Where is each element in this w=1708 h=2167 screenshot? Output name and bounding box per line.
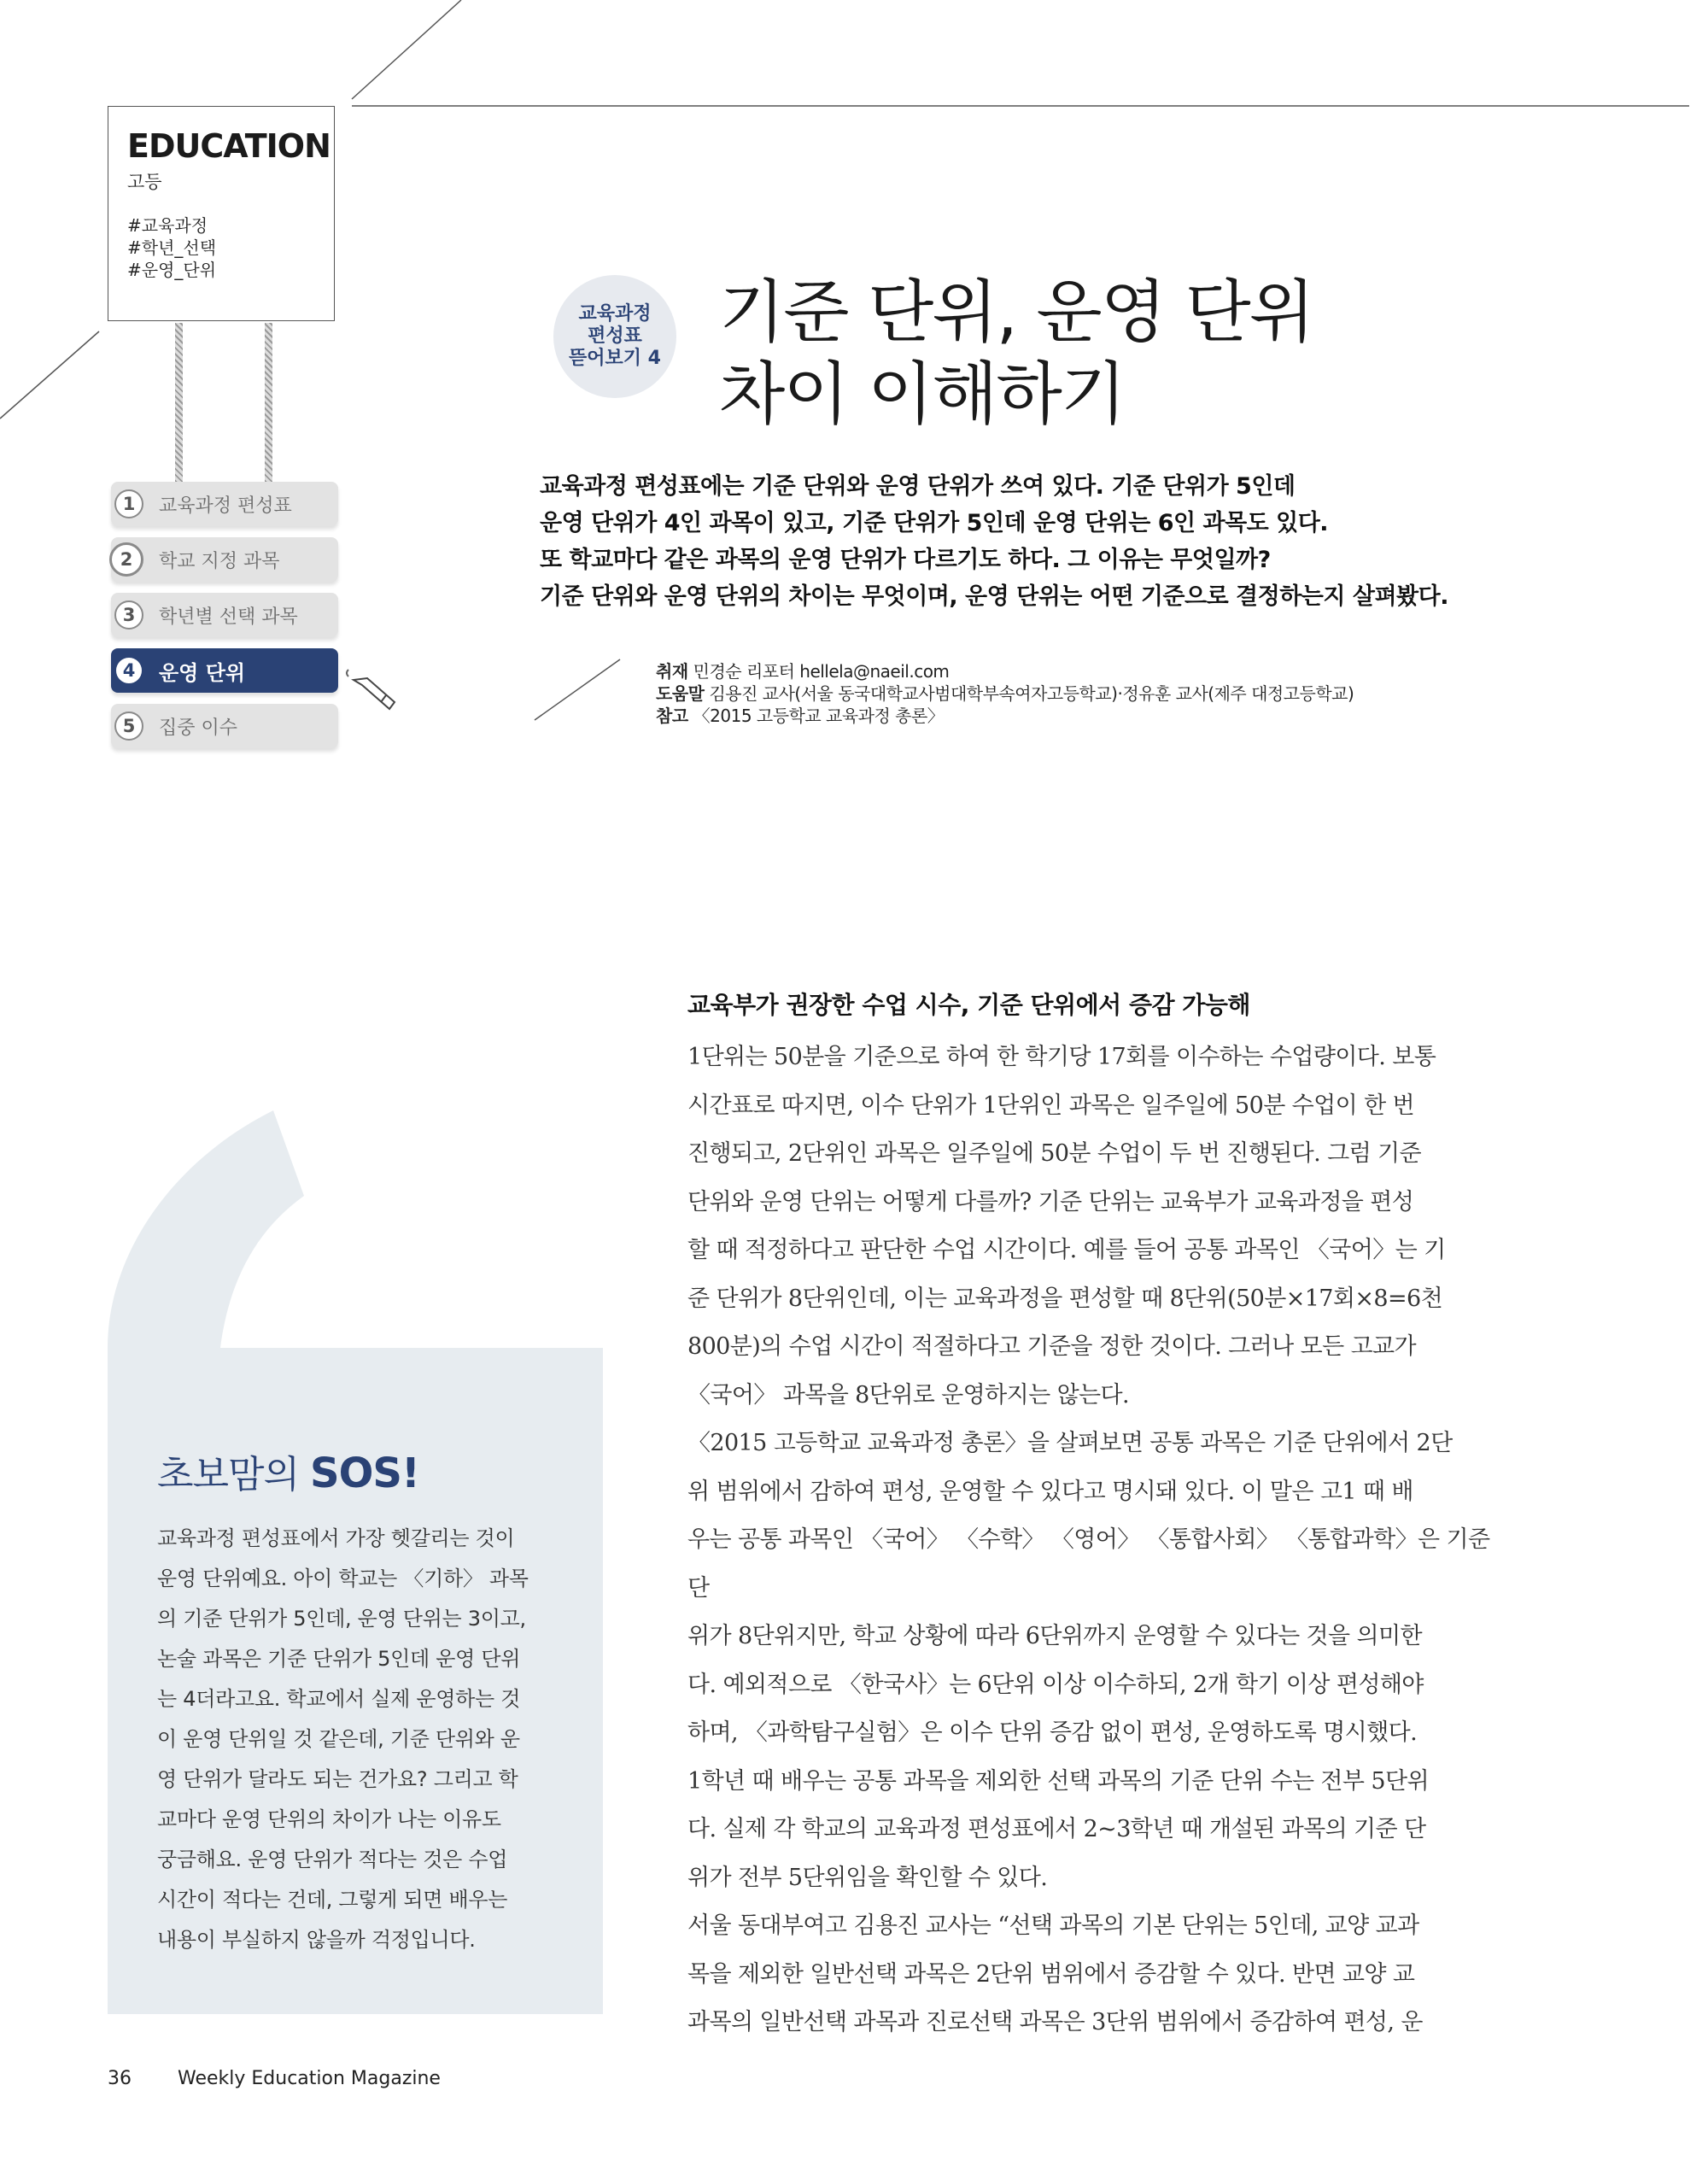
body-line: 800분)의 수업 시간이 적절하다고 기준을 정한 것이다. 그러나 모든 고교가 xyxy=(687,1333,1416,1360)
body-line: 〈국어〉 과목을 8단위로 운영하지는 않는다. xyxy=(687,1381,1130,1409)
menu-item-5[interactable] xyxy=(111,704,338,748)
article-subheading: 교육부가 권장한 수업 시수, 기준 단위에서 증감 가능해 xyxy=(687,991,1250,1019)
menu-item-4-active[interactable] xyxy=(111,648,338,693)
menu-number: 1 xyxy=(114,489,143,518)
series-badge xyxy=(553,275,676,398)
hashtag-list xyxy=(127,214,334,281)
section-label-box xyxy=(108,106,335,321)
body-line: 위가 8단위지만, 학교 상황에 따라 6단위까지 운영할 수 있다는 것을 의미한 xyxy=(687,1623,1422,1649)
body-line: 다. 예외적으로 〈한국사〉는 6단위 이상 이수하되, 2개 학기 이상 편성해야 xyxy=(687,1671,1424,1698)
sos-line: 이 운영 단위일 것 같은데, 기준 단위와 운 xyxy=(157,1727,520,1751)
credits xyxy=(656,660,1354,727)
rope-right xyxy=(265,323,272,482)
menu-label: 집중 이수 xyxy=(159,717,238,739)
body-line: 준 단위가 8단위인데, 이는 교육과정을 편성할 때 8단위(50분×17회×8=6천 xyxy=(687,1285,1443,1312)
article-body xyxy=(687,1034,1516,2047)
sos-line: 시간이 적다는 건데, 그렇게 되면 배우는 xyxy=(157,1888,508,1912)
hashtag: #학년_선택 xyxy=(127,237,217,258)
lead-line: 또 학교마다 같은 과목의 운영 단위가 다르기도 하다. 그 이유는 무엇일까? xyxy=(540,547,1271,573)
page-number: 36 xyxy=(108,2068,132,2089)
menu-item-1[interactable] xyxy=(111,482,338,526)
sos-line: 논술 과목은 기준 단위가 5인데 운영 단위 xyxy=(157,1647,521,1671)
hashtag: #교육과정 xyxy=(127,215,208,236)
body-line: 목을 제외한 일반선택 과목은 2단위 범위에서 증감할 수 있다. 반면 교양 교 xyxy=(687,1960,1415,1988)
title-line-1: 기준 단위, 운영 단위 xyxy=(719,272,1313,352)
menu-label: 교육과정 편성표 xyxy=(159,495,292,517)
lead-line: 기준 단위와 운영 단위의 차이는 무엇이며, 운영 단위는 어떤 기준으로 결정하는지 살펴봤다. xyxy=(540,583,1448,610)
credit-label: 취재 xyxy=(656,661,688,682)
body-line: 할 때 적정하다고 판단한 수업 시간이다. 예를 들어 공통 과목인 〈국어〉는 기 xyxy=(687,1237,1446,1263)
badge-line: 교육과정 xyxy=(578,303,652,325)
body-line: 위 범위에서 감하여 편성, 운영할 수 있다고 명시돼 있다. 이 말은 고1 때 배 xyxy=(687,1478,1413,1505)
menu-number: 3 xyxy=(114,600,143,630)
sos-line: 는 4더라고요. 학교에서 실제 운영하는 것 xyxy=(157,1687,521,1711)
credit-label: 도움말 xyxy=(656,683,705,704)
menu-label: 운영 단위 xyxy=(159,660,246,685)
body-line: 다. 실제 각 학교의 교육과정 편성표에서 2~3학년 때 개설된 과목의 기준 단 xyxy=(687,1816,1426,1842)
body-line: 진행되고, 2단위인 과목은 일주일에 50분 수업이 두 번 진행된다. 그럼 기준 xyxy=(687,1140,1422,1167)
title-line-2: 차이 이해하기 xyxy=(719,354,1126,434)
pointer-cursor-icon xyxy=(342,666,401,717)
sos-line: 영 단위가 달라도 되는 건가요? 그리고 학 xyxy=(157,1767,518,1791)
section-subtitle: 고등 xyxy=(127,172,162,192)
sos-line: 궁금해요. 운영 단위가 적다는 것은 수업 xyxy=(157,1848,508,1871)
lead-paragraph xyxy=(540,468,1513,615)
menu-label: 학교 지정 과목 xyxy=(159,550,280,572)
section-title: EDUCATION xyxy=(127,127,330,165)
quote-mark-icon xyxy=(108,1110,304,1348)
body-line: 우는 공통 과목인 〈국어〉 〈수학〉 〈영어〉 〈통합사회〉 〈통합과학〉은 기준 단 xyxy=(687,1526,1490,1602)
menu-item-2[interactable] xyxy=(111,537,338,582)
sos-line: 운영 단위예요. 아이 학교는 〈기하〉 과목 xyxy=(157,1567,529,1590)
credit-label: 참고 xyxy=(656,706,688,726)
body-line: 단위와 운영 단위는 어떻게 다를까? 기준 단위는 교육부가 교육과정을 편성 xyxy=(687,1188,1414,1215)
sos-title xyxy=(157,1444,419,1498)
body-line: 시간표로 따지면, 이수 단위가 1단위인 과목은 일주일에 50분 수업이 한 번 xyxy=(687,1092,1415,1119)
body-line: 위가 전부 5단위임을 확인할 수 있다. xyxy=(687,1864,1048,1891)
sos-line: 내용이 부실하지 않을까 걱정입니다. xyxy=(157,1928,476,1952)
credit-reference: 〈2015 고등학교 교육과정 총론〉 xyxy=(693,706,945,726)
body-line: 〈2015 고등학교 교육과정 총론〉을 살펴보면 공통 과목은 기준 단위에서 2단 xyxy=(687,1430,1453,1456)
body-line: 1단위는 50분을 기준으로 하여 한 학기당 17회를 이수하는 수업량이다. 보통 xyxy=(687,1044,1436,1070)
credit-help: 김용진 교사(서울 동국대학교사범대학부속여자고등학교)·정유훈 교사(제주 대정고등학교) xyxy=(709,683,1354,704)
body-line: 서울 동대부여고 김용진 교사는 “선택 과목의 기본 단위는 5인데, 교양 교과 xyxy=(687,1912,1419,1939)
rope-left xyxy=(175,323,183,482)
menu-item-3[interactable] xyxy=(111,593,338,637)
body-line: 과목의 일반선택 과목과 진로선택 과목은 3단위 범위에서 증감하여 편성, 운 xyxy=(687,2009,1423,2035)
badge-line: 편성표 xyxy=(588,325,642,347)
lead-line: 운영 단위가 4인 과목이 있고, 기준 단위가 5인데 운영 단위는 6인 과목도 있다. xyxy=(540,510,1329,536)
hashtag: #운영_단위 xyxy=(127,260,217,280)
sos-title-strong: SOS! xyxy=(310,1450,419,1497)
menu-number: 5 xyxy=(114,712,143,741)
sos-body xyxy=(157,1519,567,1960)
menu-number: 2 xyxy=(109,542,143,577)
article-title xyxy=(719,272,1313,436)
magazine-name: Weekly Education Magazine xyxy=(178,2068,441,2089)
sos-line: 교육과정 편성표에서 가장 헷갈리는 것이 xyxy=(157,1526,515,1550)
body-line: 하며, 〈과학탐구실험〉은 이수 단위 증감 없이 편성, 운영하도록 명시했다. xyxy=(687,1719,1418,1746)
body-line: 1학년 때 배우는 공통 과목을 제외한 선택 과목의 기준 단위 수는 전부 5단위 xyxy=(687,1767,1429,1795)
credit-reporting: 민경순 리포터 hellela@naeil.com xyxy=(693,661,950,682)
sos-line: 의 기준 단위가 5인데, 운영 단위는 3이고, xyxy=(157,1607,526,1631)
badge-line: 뜯어보기 4 xyxy=(569,348,661,369)
sos-title-prefix: 초보맘의 xyxy=(157,1453,311,1496)
lead-line: 교육과정 편성표에는 기준 단위와 운영 단위가 쓰여 있다. 기준 단위가 5인데 xyxy=(540,473,1296,500)
menu-label: 학년별 선택 과목 xyxy=(159,606,298,628)
menu-number: 4 xyxy=(114,656,143,685)
sos-line: 교마다 운영 단위의 차이가 나는 이유도 xyxy=(157,1807,501,1831)
